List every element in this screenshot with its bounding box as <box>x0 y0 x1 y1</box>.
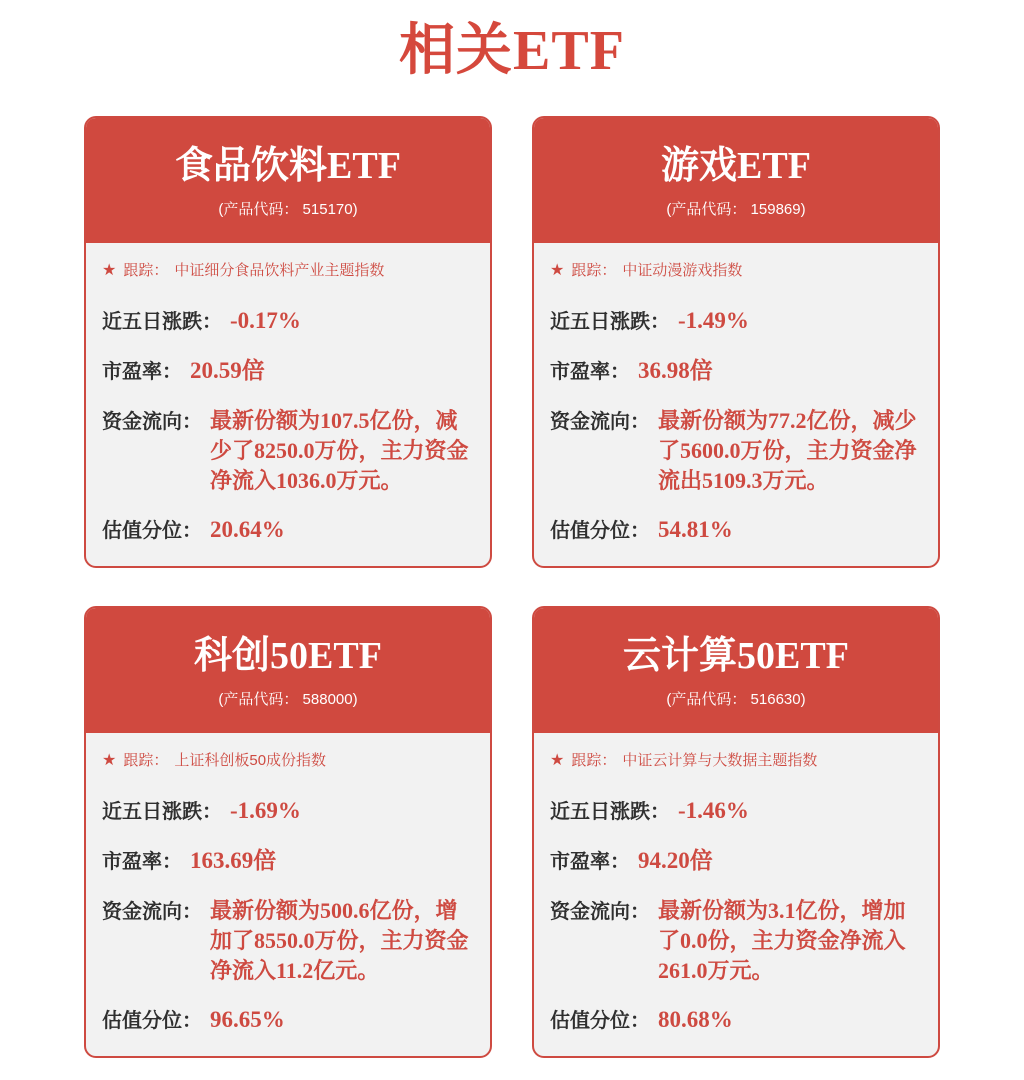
valuation-value: 96.65% <box>210 1007 285 1032</box>
track-index: 中证细分食品饮料产业主题指数 <box>174 262 385 279</box>
flow-label: 资金流向： <box>102 411 202 433</box>
pe-value: 20.59倍 <box>190 358 265 383</box>
flow-row <box>550 896 924 986</box>
track-label: 跟踪： <box>571 752 617 769</box>
card-header <box>534 118 938 243</box>
pe-label: 市盈率： <box>550 361 630 383</box>
flow-value: 最新份额为107.5亿份，减少了8250.0万份，主力资金净流入1036.0万元。 <box>210 408 469 493</box>
star-icon: ★ <box>102 262 117 279</box>
track-index: 中证动漫游戏指数 <box>622 262 743 279</box>
pe-value: 36.98倍 <box>638 358 713 383</box>
pe-label: 市盈率： <box>550 851 630 873</box>
change5d-label: 近五日涨跌： <box>102 801 222 823</box>
etf-product-code: (产品代码： 515170) <box>218 201 358 218</box>
valuation-row <box>102 1005 476 1036</box>
etf-name: 科创50ETF <box>194 635 382 677</box>
star-icon: ★ <box>550 262 565 279</box>
track-index: 中证云计算与大数据主题指数 <box>622 752 818 769</box>
valuation-row <box>102 515 476 546</box>
valuation-label: 估值分位： <box>102 1010 202 1032</box>
etf-name: 云计算50ETF <box>623 635 849 677</box>
etf-card-grid <box>84 116 940 1058</box>
flow-label: 资金流向： <box>550 901 650 923</box>
pe-value: 163.69倍 <box>190 848 277 873</box>
etf-card-star50 <box>84 606 492 1058</box>
flow-label: 资金流向： <box>102 901 202 923</box>
card-header <box>86 608 490 733</box>
pe-row <box>550 356 924 387</box>
flow-row <box>550 406 924 496</box>
etf-product-code: (产品代码： 159869) <box>666 201 806 218</box>
pe-label: 市盈率： <box>102 851 182 873</box>
flow-label: 资金流向： <box>550 411 650 433</box>
track-index: 上证科创板50成份指数 <box>174 752 327 769</box>
change5d-row <box>102 796 476 827</box>
valuation-value: 80.68% <box>658 1007 733 1032</box>
valuation-row <box>550 515 924 546</box>
flow-row <box>102 896 476 986</box>
card-header <box>534 608 938 733</box>
card-body <box>534 733 938 1056</box>
valuation-value: 20.64% <box>210 517 285 542</box>
etf-card-game <box>532 116 940 568</box>
valuation-row <box>550 1005 924 1036</box>
change5d-label: 近五日涨跌： <box>102 311 222 333</box>
change5d-value: -1.49% <box>678 308 749 333</box>
change5d-row <box>550 306 924 337</box>
etf-name: 游戏ETF <box>661 145 811 187</box>
page-title: 相关ETF <box>399 20 625 82</box>
etf-product-code: (产品代码： 588000) <box>218 691 358 708</box>
star-icon: ★ <box>550 752 565 769</box>
etf-card-food-beverage <box>84 116 492 568</box>
etf-product-code: (产品代码： 516630) <box>666 691 806 708</box>
card-body <box>86 733 490 1056</box>
change5d-value: -1.46% <box>678 798 749 823</box>
flow-value: 最新份额为500.6亿份，增加了8550.0万份，主力资金净流入11.2亿元。 <box>210 898 469 983</box>
change5d-value: -0.17% <box>230 308 301 333</box>
pe-label: 市盈率： <box>102 361 182 383</box>
track-line <box>550 261 924 281</box>
valuation-value: 54.81% <box>658 517 733 542</box>
pe-row <box>102 846 476 877</box>
card-body <box>534 243 938 566</box>
track-line <box>102 751 476 771</box>
track-label: 跟踪： <box>123 262 169 279</box>
valuation-label: 估值分位： <box>550 520 650 542</box>
valuation-label: 估值分位： <box>102 520 202 542</box>
star-icon: ★ <box>102 752 117 769</box>
etf-name: 食品饮料ETF <box>175 145 401 187</box>
flow-value: 最新份额为3.1亿份，增加了0.0份，主力资金净流入261.0万元。 <box>658 898 906 983</box>
track-label: 跟踪： <box>571 262 617 279</box>
track-label: 跟踪： <box>123 752 169 769</box>
change5d-row <box>550 796 924 827</box>
change5d-value: -1.69% <box>230 798 301 823</box>
pe-row <box>102 356 476 387</box>
track-line <box>550 751 924 771</box>
flow-value: 最新份额为77.2亿份，减少了5600.0万份，主力资金净流出5109.3万元。 <box>658 408 917 493</box>
card-header <box>86 118 490 243</box>
track-line <box>102 261 476 281</box>
pe-row <box>550 846 924 877</box>
change5d-row <box>102 306 476 337</box>
change5d-label: 近五日涨跌： <box>550 311 670 333</box>
valuation-label: 估值分位： <box>550 1010 650 1032</box>
etf-card-cloud50 <box>532 606 940 1058</box>
pe-value: 94.20倍 <box>638 848 713 873</box>
flow-row <box>102 406 476 496</box>
card-body <box>86 243 490 566</box>
change5d-label: 近五日涨跌： <box>550 801 670 823</box>
